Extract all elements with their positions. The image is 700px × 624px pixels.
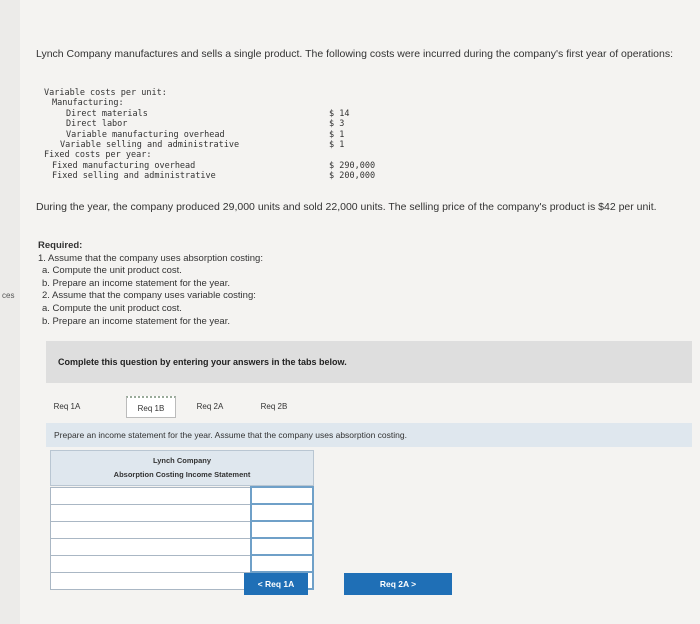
cost-label: Direct materials: [66, 108, 148, 119]
instructions-bar: [46, 341, 692, 383]
cost-amount: $ 1: [329, 139, 345, 150]
prev-req-button[interactable]: < Req 1A: [244, 573, 308, 595]
cost-label: Fixed costs per year:: [44, 150, 152, 161]
cost-label: Fixed selling and administrative: [52, 171, 216, 182]
cost-amount: $ 200,000: [329, 171, 376, 182]
required-item-2b: b. Prepare an income statement for the year.: [42, 315, 230, 327]
statement-amount-input[interactable]: [251, 521, 313, 538]
statement-header: [50, 450, 314, 486]
cost-label: Direct labor: [66, 119, 128, 130]
statement-company: Lynch Company: [152, 456, 212, 465]
cost-data-block: [44, 88, 394, 182]
statement-amount-input[interactable]: [251, 555, 313, 572]
statement-label-input[interactable]: [51, 538, 251, 555]
required-item-2a: a. Compute the unit product cost.: [42, 302, 182, 314]
cost-row: [44, 109, 394, 119]
statement-amount-input[interactable]: [251, 504, 313, 521]
required-item-2: 2. Assume that the company uses variable costing:: [42, 290, 256, 302]
cost-label: Variable manufacturing overhead: [66, 129, 225, 140]
required-section: [38, 240, 438, 328]
statement-amount-input[interactable]: [251, 538, 313, 555]
prompt-bar: [46, 423, 692, 447]
required-item-1a: a. Compute the unit product cost.: [42, 265, 182, 277]
cost-label: Manufacturing:: [52, 98, 124, 109]
statement-label-input[interactable]: [51, 521, 251, 538]
statement-amount-input[interactable]: [251, 487, 313, 504]
cost-row: [44, 130, 394, 140]
instructions-text: Complete this question by entering your answers in the tabs below.: [58, 357, 347, 367]
cost-amount: $ 290,000: [329, 160, 376, 171]
statement-title: Absorption Costing Income Statement: [113, 470, 251, 479]
statement-label-input[interactable]: [51, 555, 251, 572]
statement-row: [51, 538, 314, 555]
statement-label-input[interactable]: [51, 504, 251, 521]
cost-amount: $ 14: [329, 108, 350, 119]
statement-row: [51, 521, 314, 538]
cost-row: [44, 88, 394, 98]
statement-row: [51, 487, 314, 504]
cost-row: [44, 98, 394, 108]
cost-row: [44, 161, 394, 171]
requirement-tabs: [50, 396, 390, 418]
production-sales-text: During the year, the company produced 29,000 units and sold 22,000 units. The selling price of the company's product is $42 per unit.: [36, 201, 657, 213]
statement-row: [51, 504, 314, 521]
cost-row: [44, 140, 394, 150]
problem-intro: Lynch Company manufactures and sells a single product. The following costs were incurred during the company's first year of operations:: [36, 48, 673, 60]
left-panel-edge: [0, 0, 20, 624]
tab-req-1a[interactable]: Req 1A: [53, 402, 81, 411]
prompt-text: Prepare an income statement for the year. Assume that the company uses absorption costing.: [54, 430, 407, 440]
tab-req-2a[interactable]: Req 2A: [196, 402, 224, 411]
statement-row: [51, 555, 314, 572]
tab-req-2b[interactable]: Req 2B: [260, 402, 288, 411]
cost-label: Fixed manufacturing overhead: [52, 160, 196, 171]
cost-amount: $ 3: [329, 119, 345, 130]
required-heading: Required:: [38, 240, 83, 251]
cost-row: [44, 150, 394, 160]
next-req-button[interactable]: Req 2A >: [344, 573, 452, 595]
cost-label: Variable costs per unit:: [44, 88, 167, 98]
cost-label: Variable selling and administrative: [60, 139, 240, 150]
cost-row: [44, 119, 394, 129]
tab-req-1b[interactable]: Req 1B: [126, 396, 176, 418]
cost-amount: $ 1: [329, 129, 345, 140]
statement-label-input[interactable]: [51, 487, 251, 504]
statement-label-input[interactable]: [51, 572, 251, 589]
required-item-1b: b. Prepare an income statement for the year.: [42, 277, 230, 289]
sidebar-fragment: ces: [2, 291, 15, 300]
required-item-1: 1. Assume that the company uses absorption costing:: [38, 252, 263, 264]
cost-row: [44, 171, 394, 181]
